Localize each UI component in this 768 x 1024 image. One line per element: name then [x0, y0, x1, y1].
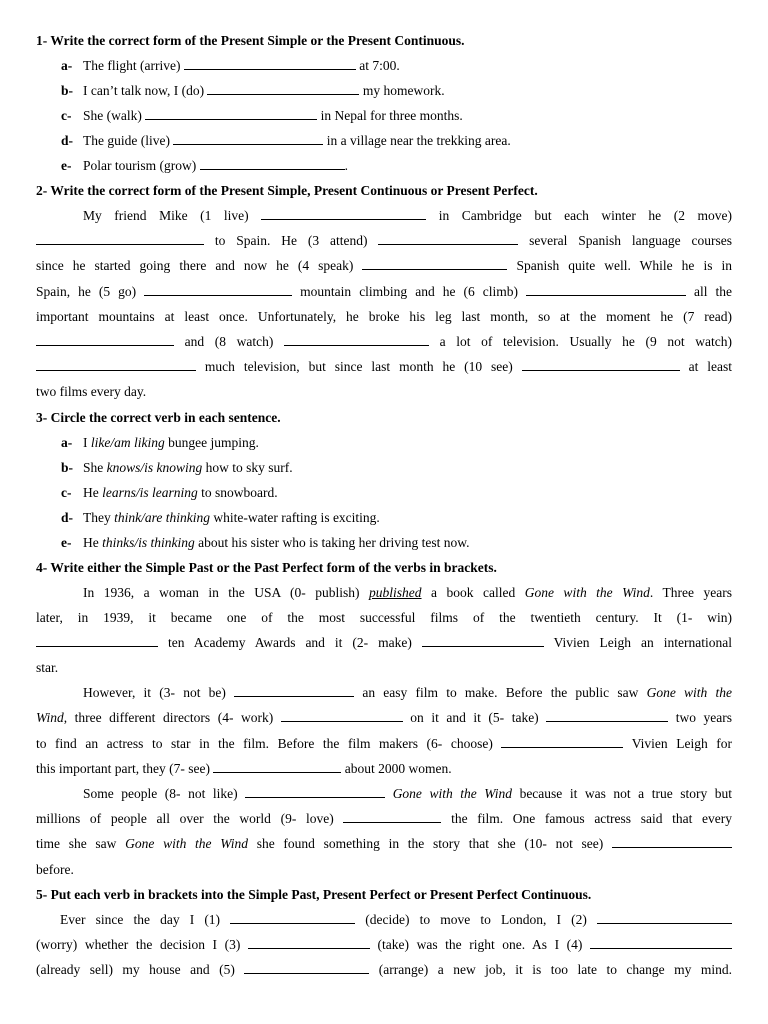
exercise-5-heading: 5- Put each verb in brackets into the Simple Past, Present Perfect or Present Perfect Continuous. [36, 886, 592, 902]
exercise-1-item-b: b- I can’t talk now, I (do) my homework. [61, 83, 445, 98]
answer-blank[interactable] [422, 633, 544, 647]
answer-blank[interactable] [36, 357, 196, 371]
exercise-4-paragraph-3: Some people (8- not like) Gone with the Wind because it was not a true story but millions of people all over the world (9- love) the film. One famous actress said that every time she saw Gone with the Wind she found something in the story that she (10- not see) before. [36, 786, 733, 877]
answer-blank[interactable] [36, 231, 204, 245]
exercise-1-heading: 1- Write the correct form of the Present Simple or the Present Continuous. [36, 33, 465, 48]
answer-blank[interactable] [248, 935, 370, 949]
answer-blank[interactable] [597, 910, 732, 924]
answer-blank[interactable] [173, 131, 323, 145]
answer-blank[interactable] [526, 282, 686, 296]
example-answer: published [369, 584, 422, 600]
answer-blank[interactable] [362, 256, 507, 270]
answer-blank[interactable] [184, 56, 356, 70]
answer-blank[interactable] [546, 708, 668, 722]
exercise-3-item-b: b- She knows/is knowing how to sky surf. [61, 459, 293, 475]
answer-blank[interactable] [522, 357, 680, 371]
answer-blank[interactable] [213, 759, 341, 773]
answer-blank[interactable] [590, 935, 732, 949]
answer-blank[interactable] [230, 910, 355, 924]
answer-blank[interactable] [284, 332, 429, 346]
answer-blank[interactable] [343, 809, 441, 823]
exercise-1-item-e: e- Polar tourism (grow) . [61, 158, 348, 173]
exercise-4-heading: 4- Write either the Simple Past or the Past Perfect form of the verbs in brackets. [36, 559, 497, 575]
answer-blank[interactable] [501, 734, 623, 748]
answer-blank[interactable] [145, 106, 317, 120]
answer-blank[interactable] [261, 206, 426, 220]
exercise-1-item-a: a- The flight (arrive) at 7:00. [61, 58, 400, 73]
answer-blank[interactable] [200, 156, 345, 170]
exercise-3-item-e: e- He thinks/is thinking about his sister who is taking her driving test now. [61, 534, 470, 550]
exercise-2-paragraph: My friend Mike (1 live) in Cambridge but each winter he (2 move) to Spain. He (3 attend) several Spanish language courses since he started going there and now he (4 speak) Spanish quite well. While he is in Spain, he (5 go) mountain climbing and he (6 climb) all the important mountains at least once. Unfortunately, he broke his leg last month, so at the moment he (7 read) and (8 watch) a lot of television. Usually he (9 not watch) much television, but since last month he (10 see) at least two films every day. [36, 208, 732, 400]
exercise-4-paragraph-2: However, it (3- not be) an easy film to make. Before the public saw Gone with the Wind, three different directors (4- work) on it and it (5- take) two years to find an actress to star in the film. Before the film makers (6- choose) Vivien Leigh for this important part, they (7- see) about 2000 women. [36, 685, 733, 776]
answer-blank[interactable] [234, 683, 354, 697]
answer-blank[interactable] [612, 834, 732, 848]
answer-blank[interactable] [207, 81, 359, 95]
verb-choice[interactable]: learns/is learning [102, 484, 198, 500]
exercise-3-item-a: a- I like/am liking bungee jumping. [61, 434, 259, 450]
exercise-1-item-c: c- She (walk) in Nepal for three months. [61, 108, 463, 123]
exercise-1-item-d: d- The guide (live) in a village near the trekking area. [61, 133, 511, 148]
verb-choice[interactable]: like/am liking [90, 434, 165, 450]
exercise-4-paragraph-1: In 1936, a woman in the USA (0- publish) published a book called Gone with the Wind. Three years later, in 1939, it became one of the most successful films of the twentieth century. It (1- win) ten Academy Awards and it (2- make) Vivien Leigh an international star. [36, 584, 732, 676]
answer-blank[interactable] [281, 708, 403, 722]
exercise-1-list [36, 53, 732, 178]
exercise-2-heading: 2- Write the correct form of the Present Simple, Present Continuous or Present Perfect. [36, 183, 538, 198]
answer-blank[interactable] [36, 633, 158, 647]
exercise-5-paragraph: Ever since the day I (1) (decide) to move to London, I (2) (worry) whether the decision I (3) (take) was the right one. As I (4) (already sell) my house and (5) (arrange) a new job, it is too late to change my mind. [36, 911, 732, 978]
verb-choice[interactable]: knows/is knowing [106, 459, 203, 475]
exercise-3-item-d: d- They think/are thinking white-water rafting is exciting. [61, 509, 380, 525]
exercise-3-item-c: c- He learns/is learning to snowboard. [61, 484, 278, 500]
verb-choice[interactable]: thinks/is thinking [102, 534, 195, 550]
answer-blank[interactable] [244, 960, 369, 974]
answer-blank[interactable] [144, 282, 292, 296]
exercise-3-heading: 3- Circle the correct verb in each sentence. [36, 409, 281, 425]
answer-blank[interactable] [36, 332, 174, 346]
answer-blank[interactable] [245, 784, 385, 798]
answer-blank[interactable] [378, 231, 518, 245]
exercise-3-list [36, 430, 732, 555]
verb-choice[interactable]: think/are thinking [114, 509, 210, 525]
